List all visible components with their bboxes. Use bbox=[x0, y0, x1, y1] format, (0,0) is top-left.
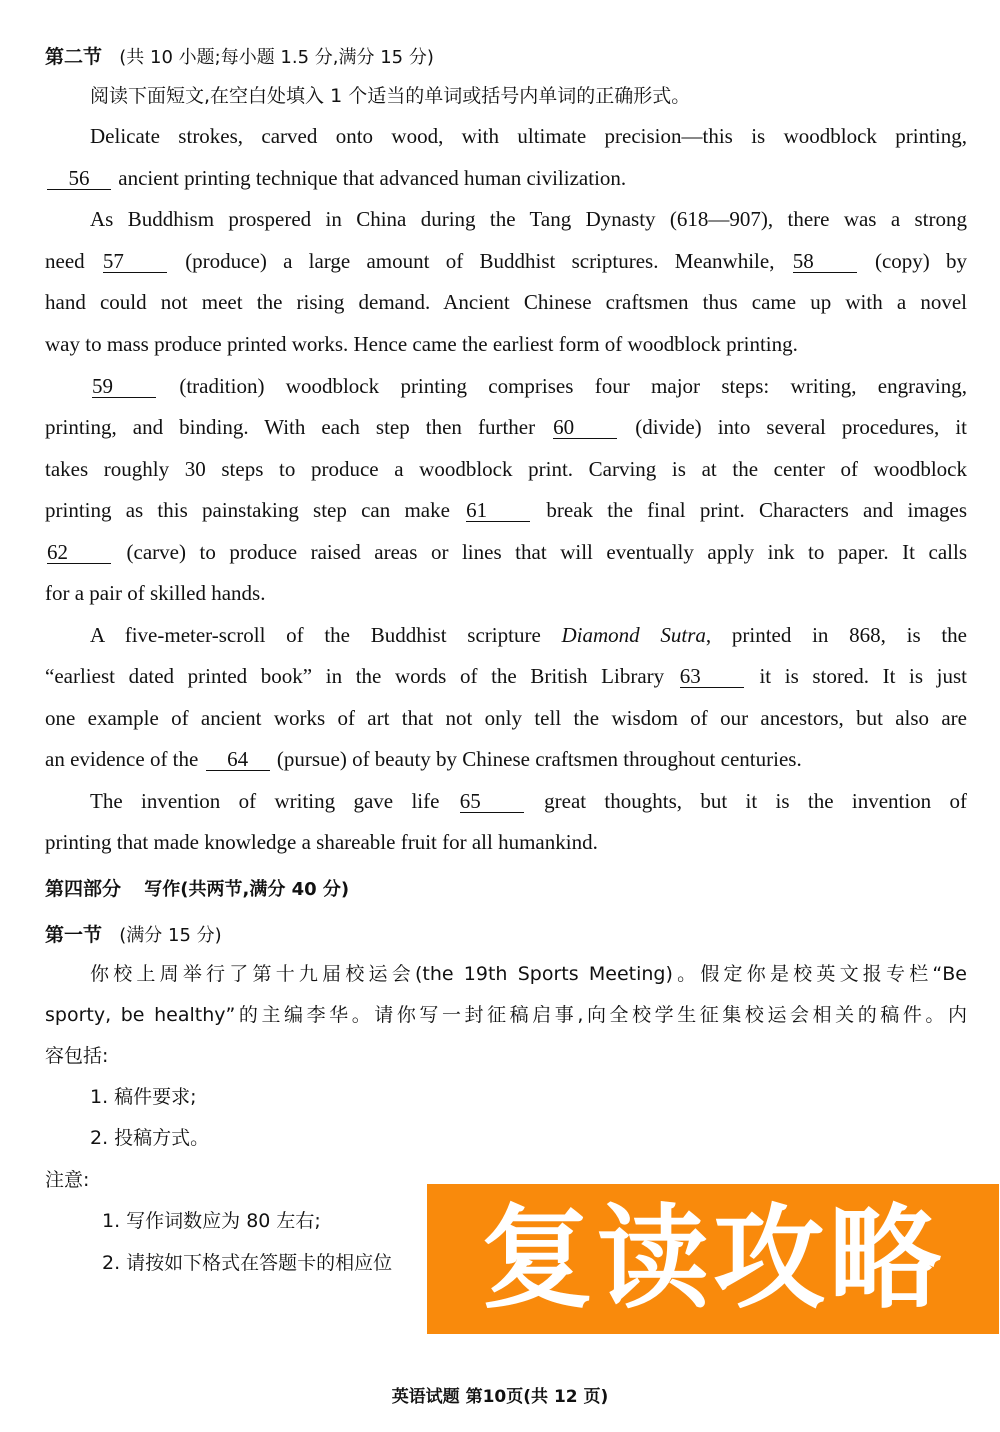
passage-line: A five-meter-scroll of the Buddhist scripture Diamond Sutra, printed in 868, is the bbox=[90, 623, 967, 647]
passage-line: As Buddhism prospered in China during the Tang Dynasty (618—907), there was a strong bbox=[90, 207, 967, 231]
passage-line: an evidence of the 64 (pursue) of beauty by Chinese craftsmen throughout centuries. bbox=[45, 747, 802, 771]
section1-title: 第一节 bbox=[45, 924, 103, 946]
passage-line: way to mass produce printed works. Hence came the earliest form of woodblock printing. bbox=[45, 332, 798, 356]
passage-line: printing that made knowledge a shareable fruit for all humankind. bbox=[45, 830, 598, 854]
section2-subtitle: (共 10 小题;每小题 1.5 分,满分 15 分) bbox=[119, 47, 434, 68]
blank-59[interactable]: 59 bbox=[92, 375, 156, 398]
passage-line: printing as this painstaking step can make 61 break the final print. Characters and images bbox=[45, 498, 968, 522]
blank-63[interactable]: 63 bbox=[680, 665, 744, 688]
section2-instruction: 阅读下面短文,在空白处填入 1 个适当的单词或括号内单词的正确形式。 bbox=[90, 85, 691, 107]
note-item: 1. 写作词数应为 80 左右; bbox=[102, 1210, 321, 1232]
section1-heading bbox=[45, 920, 967, 950]
note-item: 2. 请按如下格式在答题卡的相应位 bbox=[102, 1252, 393, 1274]
passage-line: printing, and binding. With each step then further 60 (divide) into several procedures, it bbox=[45, 415, 968, 439]
blank-64[interactable]: 64 bbox=[206, 748, 270, 771]
part4-heading bbox=[45, 874, 967, 904]
writing-prompt-line: 容包括: bbox=[45, 1045, 109, 1067]
writing-prompt-line: sporty, be healthy”的主编李华。请你写一封征稿启事,向全校学生征集校运会相关的稿件。内 bbox=[45, 1004, 967, 1026]
passage-line: hand could not meet the rising demand. Ancient Chinese craftsmen thus came up with a novel bbox=[45, 290, 967, 314]
passage-line: need 57 (produce) a large amount of Buddhist scriptures. Meanwhile, 58 (copy) by bbox=[45, 249, 968, 273]
passage-line: Delicate strokes, carved onto wood, with ultimate precision—this is woodblock printing, bbox=[90, 124, 967, 148]
blank-62[interactable]: 62 bbox=[47, 541, 111, 564]
content-item: 1. 稿件要求; bbox=[90, 1086, 197, 1108]
passage-line: The invention of writing gave life 65 great thoughts, but it is the invention of bbox=[90, 789, 968, 813]
passage-line: 59 (tradition) woodblock printing comprises four major steps: writing, engraving, bbox=[92, 374, 967, 398]
part4-subtitle: 写作(共两节,满分 40 分) bbox=[144, 879, 350, 900]
blank-57[interactable]: 57 bbox=[103, 250, 167, 273]
book-title: Diamond Sutra bbox=[561, 623, 706, 647]
content-item: 2. 投稿方式。 bbox=[90, 1127, 210, 1149]
blank-56[interactable]: 56 bbox=[47, 167, 111, 190]
section2-title: 第二节 bbox=[45, 46, 103, 68]
passage-line: 56 ancient printing technique that advanced human civilization. bbox=[45, 164, 967, 192]
passage-line: “earliest dated printed book” in the words of the British Library 63 it is stored. It is just bbox=[45, 664, 968, 688]
passage-line: one example of ancient works of art that not only tell the wisdom of our ancestors, but also are bbox=[45, 706, 967, 730]
notes-label: 注意: bbox=[45, 1169, 90, 1191]
section2-heading bbox=[45, 42, 967, 72]
blank-65[interactable]: 65 bbox=[460, 790, 524, 813]
passage-line: for a pair of skilled hands. bbox=[45, 581, 266, 605]
page-footer: 英语试题 第10页(共 12 页) bbox=[391, 1387, 609, 1407]
part4-title: 第四部分 bbox=[45, 878, 122, 900]
writing-prompt-line: 你校上周举行了第十九届校运会(the 19th Sports Meeting)。假定你是校英文报专栏“Be bbox=[90, 963, 967, 985]
blank-60[interactable]: 60 bbox=[553, 416, 617, 439]
section1-subtitle: (满分 15 分) bbox=[119, 925, 222, 946]
blank-61[interactable]: 61 bbox=[466, 499, 530, 522]
passage-line: takes roughly 30 steps to produce a woodblock print. Carving is at the center of woodblock bbox=[45, 457, 967, 481]
passage-line: 62 (carve) to produce raised areas or lines that will eventually apply ink to paper. It calls bbox=[47, 540, 967, 564]
blank-58[interactable]: 58 bbox=[793, 250, 857, 273]
watermark-banner: 复读攻略 bbox=[427, 1184, 999, 1334]
